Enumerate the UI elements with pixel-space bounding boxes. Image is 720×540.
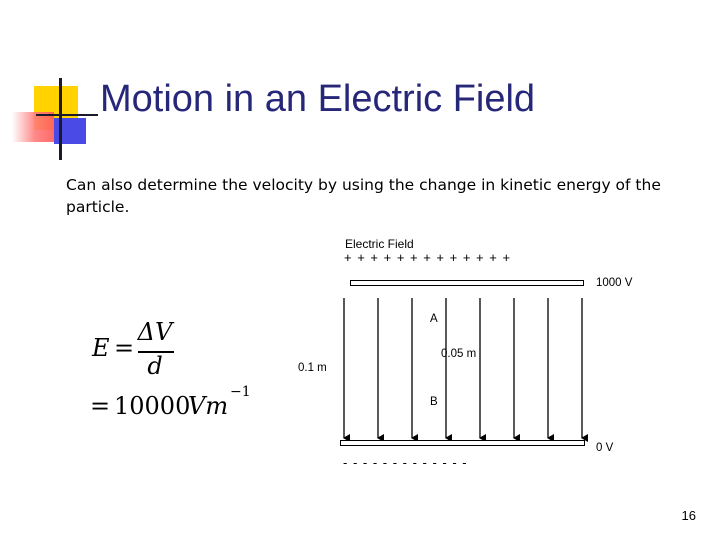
positive-charges: + + + + + + + + + + + + + — [344, 250, 512, 265]
page-number: 16 — [681, 508, 696, 523]
equation-denominator: d — [147, 352, 163, 380]
plate-gap-label: 0.1 m — [298, 362, 327, 374]
point-b-label: B — [430, 396, 438, 408]
equation-lhs: E — [92, 334, 110, 362]
equation-numerator: ΔV — [137, 318, 173, 346]
result-unit: Vm — [188, 392, 229, 420]
ab-distance-label: 0.05 m — [441, 348, 477, 360]
result-equals: = — [90, 392, 111, 420]
top-potential-label: 1000 V — [596, 277, 633, 289]
bottom-plate — [340, 440, 585, 446]
negative-charges: - - - - - - - - - - - - - — [343, 455, 468, 470]
body-text: Can also determine the velocity by using the change in kinetic energy of the particle. — [66, 176, 661, 216]
point-a-label: A — [430, 313, 438, 325]
electric-field-label: Electric Field — [345, 237, 414, 251]
slide-title: Motion in an Electric Field — [100, 78, 536, 120]
bottom-potential-label: 0 V — [596, 442, 614, 454]
result-exponent: −1 — [230, 384, 251, 400]
result-value: 10000 — [114, 392, 191, 420]
equation-equals: = — [114, 334, 135, 362]
